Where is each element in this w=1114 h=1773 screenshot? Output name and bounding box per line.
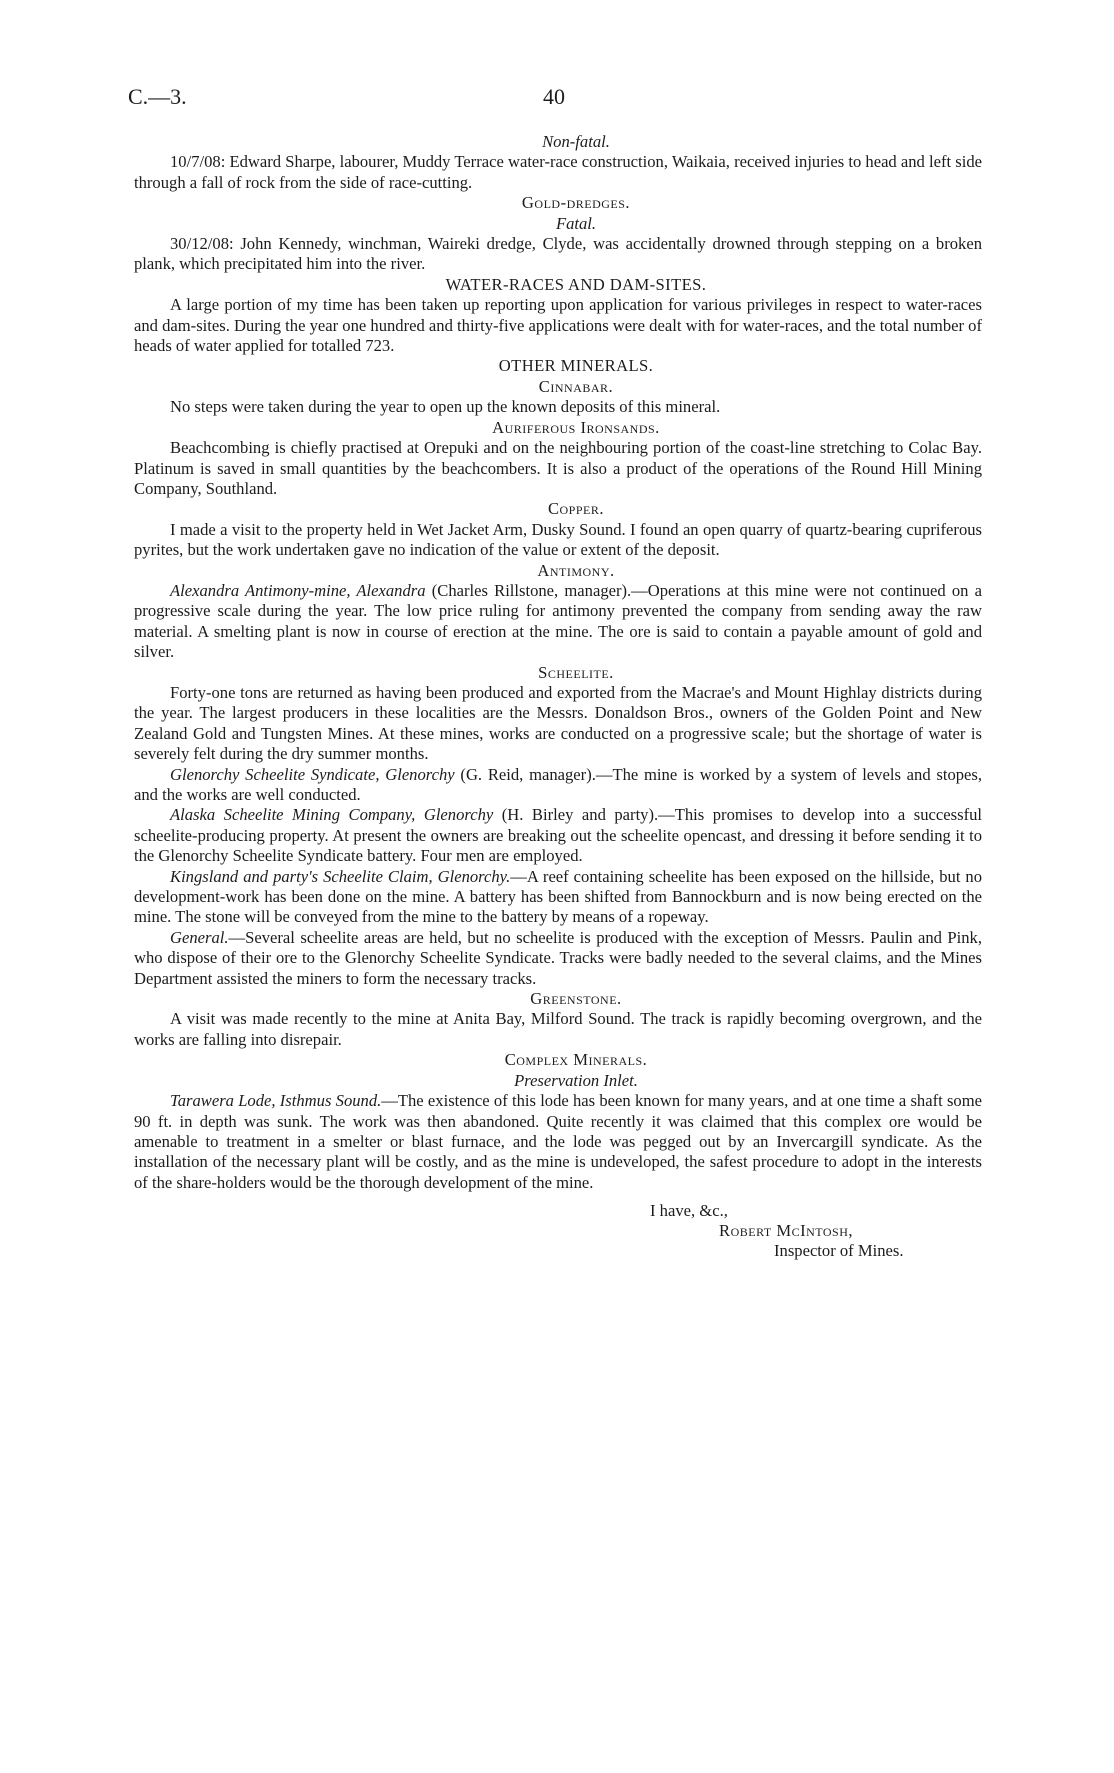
tarawera-text: —The existence of this lode has been known for many years, and at one time a shaft some 90 ft. in depth was sunk. The work was then abandoned. Quite recently it was claimed that this complex ore would be amenable to treatment in a smelter or blast furnace, and the lode was pegged out by an Invercargill syndicate. As the installation of the necessary plant will be costly, and as the mine is undeveloped, the safest procedure to adopt in the interests of the share-holders would be the thorough development of the mine. — [134, 1091, 982, 1192]
page-number: 40 — [543, 84, 565, 109]
alaska-company-name: Alaska Scheelite Mining Company, Glenorchy — [170, 805, 494, 825]
water-races-heading: WATER-RACES AND DAM-SITES. — [445, 274, 707, 294]
antimony-heading: Antimony. — [537, 560, 615, 580]
scheelite-heading: Scheelite. — [538, 662, 614, 682]
kingsland-claim-name: Kingsland and party's Scheelite Claim, Glenorchy. — [170, 866, 511, 886]
kingsland-paragraph — [134, 867, 982, 928]
tarawera-lode-name: Tarawera Lode, Isthmus Sound. — [170, 1091, 382, 1111]
general-text: —Several scheelite areas are held, but no scheelite is produced with the exception of Messrs. Paulin and Pink, who dispose of their ore to the Glenorchy Scheelite Syndicate. Tracks were badly needed to the several claims, and the Mines Department assisted the miners to form the necessary tracks. — [134, 927, 982, 988]
signature-closing: I have, &c., — [650, 1201, 728, 1221]
glenorchy-paragraph — [134, 765, 982, 806]
page-header — [128, 84, 986, 114]
fatal-heading: Fatal. — [555, 213, 597, 233]
copper-heading: Copper. — [547, 499, 605, 519]
nonfatal-heading: Non-fatal. — [542, 132, 610, 151]
antimony-text: (Charles Rillstone, manager).—Operations at this mine were not continued on a progressive scale during the year. The low price ruling for antimony prevented the company from sending away the raw material. A smelting plant is now in course of erection at the mine. The ore is said to contain a payable amount of gold and silver. — [134, 580, 983, 662]
ironsands-paragraph: Beachcombing is chiefly practised at Orepuki and on the neighbouring portion of the coast-line stretching to Colac Bay. Platinum is saved in small quantities by the beachcombers. It is also a product of the operations of the Round Hill Mining Company, Southland. — [134, 438, 982, 498]
signature-block — [134, 1201, 982, 1267]
gold-dredges-heading: Gold-dredges. — [521, 193, 631, 213]
general-label: General. — [170, 927, 229, 947]
complex-minerals-heading: Complex Minerals. — [504, 1050, 648, 1070]
kingsland-text: —A reef containing scheelite has been exposed on the hillside, but no development-work has been done on the mine. A battery has been shifted from Bannockburn and is now being erected on the mine. The stone will be conveyed from the mine to the battery by means of a ropeway. — [134, 866, 983, 927]
report-body — [134, 132, 982, 1267]
cinnabar-paragraph: No steps were taken during the year to open up the known deposits of this mineral. — [170, 397, 721, 417]
water-races-paragraph: A large portion of my time has been taken up reporting upon application for various privileges in respect to water-races and dam-sites. During the year one hundred and thirty-five applications were dealt with for water-races, and the total number of heads of water applied for totalled 723. — [134, 295, 982, 356]
ironsands-heading: Auriferous Ironsands. — [492, 417, 660, 437]
glenorchy-text: (G. Reid, manager).—The mine is worked by a system of levels and stopes, and the works are well conducted. — [134, 764, 983, 804]
general-paragraph — [134, 928, 982, 989]
signature-title: Inspector of Mines. — [774, 1241, 904, 1261]
signature-name: Robert McIntosh, — [719, 1221, 854, 1241]
scheelite-paragraph: Forty-one tons are returned as having been produced and exported from the Macrae's and Mount Highlay districts during the year. The largest producers in these localities are the Messrs. Donaldson Bros., owners of the Golden Point and New Zealand Gold and Tungsten Mines. At these mines, works are conducted on a progressive scale; but the shortage of water is severely felt during the dry summer months. — [134, 682, 982, 764]
copper-paragraph: I made a visit to the property held in Wet Jacket Arm, Dusky Sound. I found an open quarry of quartz-bearing cupriferous pyrites, but the work undertaken gave no indication of the value or extent of the deposit. — [134, 519, 982, 560]
greenstone-paragraph: A visit was made recently to the mine at Anita Bay, Milford Sound. The track is rapidly becoming overgrown, and the works are falling into disrepair. — [134, 1009, 982, 1049]
tarawera-paragraph — [134, 1091, 982, 1193]
document-code: C.—3. — [128, 84, 187, 109]
antimony-paragraph — [134, 581, 982, 663]
cinnabar-heading: Cinnabar. — [538, 376, 614, 396]
greenstone-heading: Greenstone. — [530, 989, 622, 1009]
alaska-paragraph — [134, 805, 982, 866]
other-minerals-heading: OTHER MINERALS. — [498, 356, 654, 376]
preservation-inlet-heading: Preservation Inlet. — [514, 1070, 638, 1090]
nonfatal-paragraph: 10/7/08: Edward Sharpe, labourer, Muddy Terrace water-race construction, Waikaia, received injuries to head and left side through a fall of rock from the side of race-cutting. — [134, 152, 982, 192]
antimony-mine-name: Alexandra Antimony-mine, Alexandra — [170, 580, 426, 600]
glenorchy-syndicate-name: Glenorchy Scheelite Syndicate, Glenorchy — [170, 764, 455, 784]
fatal-paragraph: 30/12/08: John Kennedy, winchman, Waireki dredge, Clyde, was accidentally drowned through stepping on a broken plank, which precipitated him into the river. — [134, 234, 982, 274]
alaska-text: (H. Birley and party).—This promises to develop into a successful scheelite-producing property. At present the owners are breaking out the scheelite opencast, and dressing it before sending it to the Glenorchy Scheelite Syndicate battery. Four men are employed. — [134, 805, 982, 866]
